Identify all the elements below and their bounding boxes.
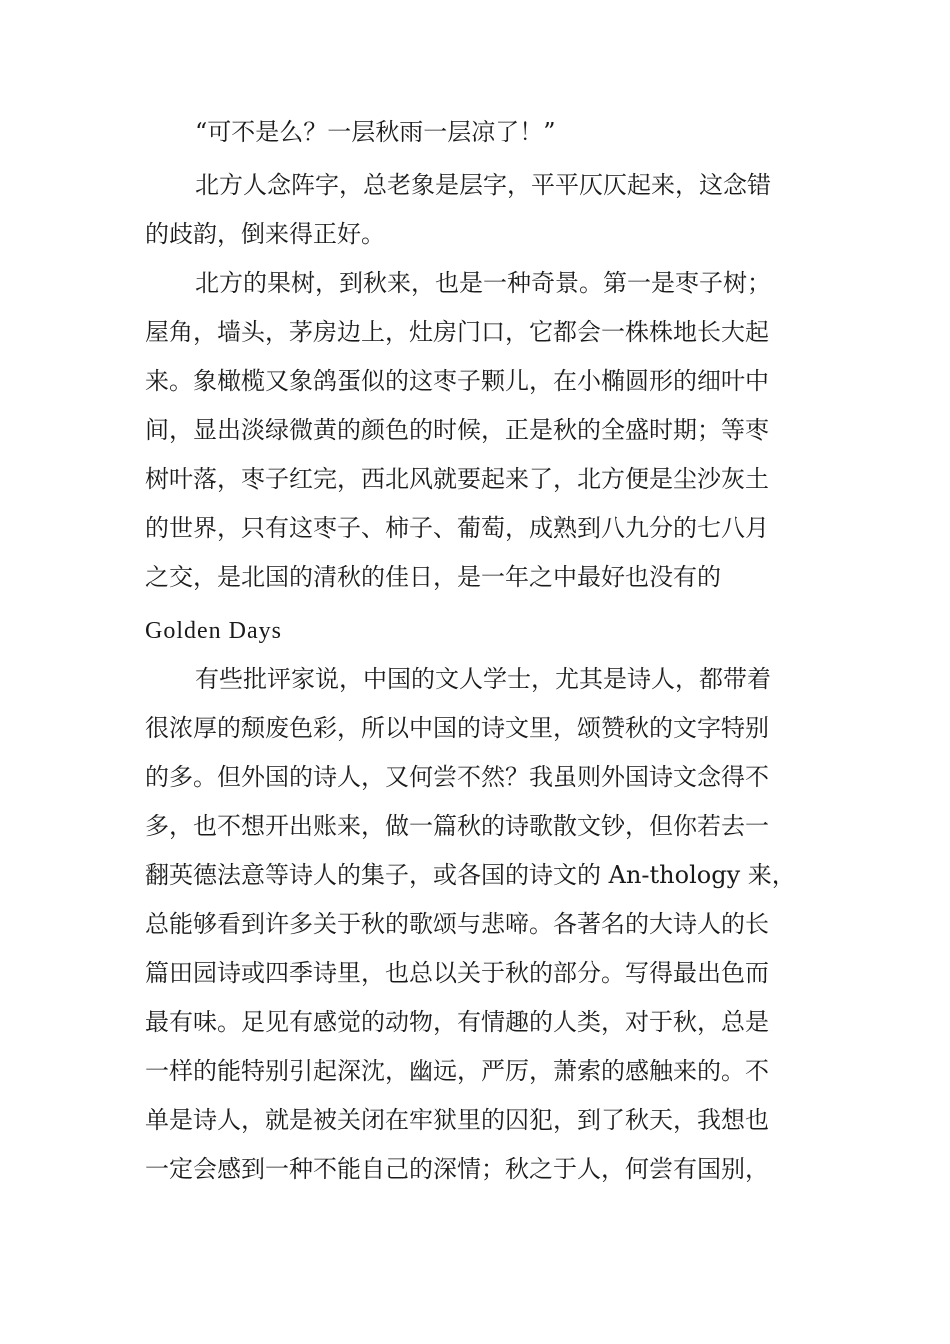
paragraph-line: 的世界，只有这枣子、柿子、葡萄，成熟到八九分的七八月 bbox=[145, 514, 769, 542]
paragraph-line: 之交，是北国的清秋的佳日，是一年之中最好也没有的 bbox=[145, 563, 721, 591]
paragraph-line: 很浓厚的颓废色彩，所以中国的诗文里，颂赞秋的文字特别 bbox=[145, 714, 769, 742]
paragraph-line: 多，也不想开出账来，做一篇秋的诗歌散文钞，但你若去一 bbox=[145, 812, 769, 840]
quote-line: “可不是么？一层秋雨一层凉了！” bbox=[195, 118, 556, 146]
paragraph-line: 有些批评家说，中国的文人学士，尤其是诗人，都带着 bbox=[195, 665, 771, 693]
paragraph-line: 树叶落，枣子红完，西北风就要起来了，北方便是尘沙灰土 bbox=[145, 465, 769, 493]
paragraph-line: 总能够看到许多关于秋的歌颂与悲啼。各著名的大诗人的长 bbox=[145, 910, 769, 938]
paragraph-line: 来。象橄榄又象鸽蛋似的这枣子颗儿，在小椭圆形的细叶中 bbox=[145, 367, 769, 395]
paragraph-line: 屋角，墙头，茅房边上，灶房门口，它都会一株株地长大起 bbox=[145, 318, 769, 346]
paragraph-line: 一定会感到一种不能自己的深情；秋之于人，何尝有国别， bbox=[145, 1155, 769, 1183]
paragraph-line: 单是诗人，就是被关闭在牢狱里的囚犯，到了秋天，我想也 bbox=[145, 1106, 769, 1134]
paragraph-line: Golden Days bbox=[145, 618, 282, 644]
paragraph-line: 最有味。足见有感觉的动物，有情趣的人类，对于秋，总是 bbox=[145, 1008, 769, 1036]
paragraph-line: 翻英德法意等诗人的集子，或各国的诗文的 An-thology 来， bbox=[145, 861, 796, 889]
paragraph-line: 间，显出淡绿微黄的颜色的时候，正是秋的全盛时期；等枣 bbox=[145, 416, 769, 444]
paragraph-line: 北方的果树，到秋来，也是一种奇景。第一是枣子树； bbox=[195, 269, 771, 297]
paragraph-line: 的歧韵，倒来得正好。 bbox=[145, 220, 385, 248]
paragraph-line: 篇田园诗或四季诗里，也总以关于秋的部分。写得最出色而 bbox=[145, 959, 769, 987]
paragraph-line: 的多。但外国的诗人，又何尝不然？我虽则外国诗文念得不 bbox=[145, 763, 769, 791]
paragraph-line: 一样的能特别引起深沈，幽远，严厉，萧索的感触来的。不 bbox=[145, 1057, 769, 1085]
paragraph-line: 北方人念阵字，总老象是层字，平平仄仄起来，这念错 bbox=[195, 171, 771, 199]
